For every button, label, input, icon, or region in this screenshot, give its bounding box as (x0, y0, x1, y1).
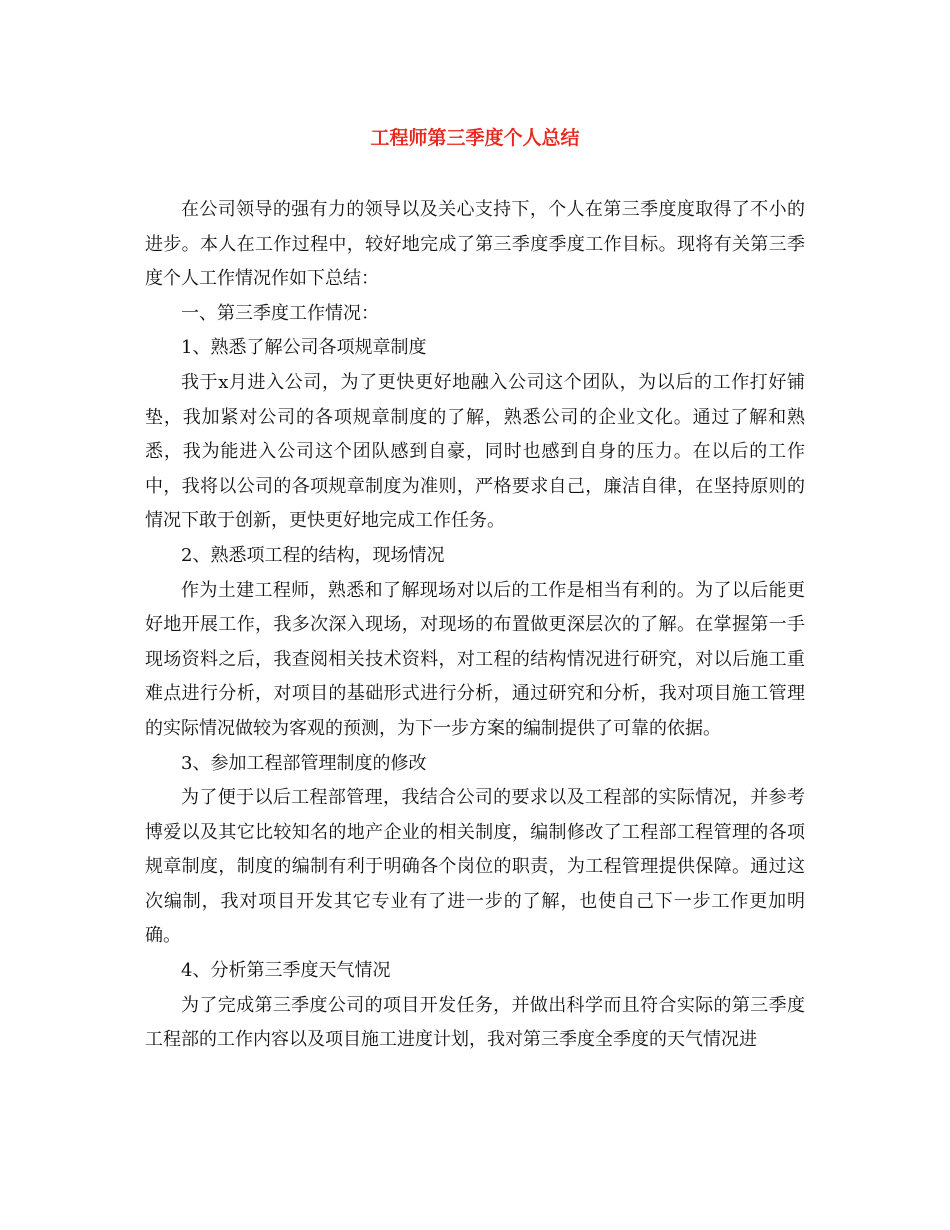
item-heading-4: 4、分析第三季度天气情况 (181, 960, 391, 982)
item-paragraph-1: 我于x月进入公司，为了更快更好地融入公司这个团队，为以后的工作打好铺垫，我加紧对公司的各项规章制度的了解，熟悉公司的企业文化。通过了解和熟悉，我为能进入公司这个团队感到自豪，同时也感到自身的压力。在以后的工作中，我将以公司的各项规章制度为准则，严格要求自己，廉洁自律，在坚持原则的情况下敢于创新，更快更好地完成工作任务。 (145, 371, 805, 532)
item-paragraph-2: 作为土建工程师，熟悉和了解现场对以后的工作是相当有利的。为了以后能更好地开展工作，我多次深入现场，对现场的布置做更深层次的了解。在掌握第一手现场资料之后，我查阅相关技术资料，对工程的结构情况进行研究，对以后施工重难点进行分析，对项目的基础形式进行分析，通过研究和分析，我对项目施工管理的实际情况做较为客观的预测，为下一步方案的编制提供了可靠的依据。 (145, 579, 805, 739)
item-heading-1: 1、熟悉了解公司各项规章制度 (181, 337, 427, 359)
document-body (145, 193, 805, 1058)
item-paragraph-3: 为了便于以后工程部管理，我结合公司的要求以及工程部的实际情况，并参考博爱以及其它比较知名的地产企业的相关制度，编制修改了工程部工程管理的各项规章制度，制度的编制有利于明确各个岗位的职责，为工程管理提供保障。通过这次编制，我对项目开发其它专业有了进一步的了解，也使自己下一步工作更加明确。 (145, 787, 805, 947)
intro-paragraph: 在公司领导的强有力的领导以及关心支持下，个人在第三季度度取得了不小的进步。本人在工作过程中，较好地完成了第三季度季度工作目标。现将有关第三季度个人工作情况作如下总结： (145, 199, 805, 290)
item-heading-3: 3、参加工程部管理制度的修改 (181, 752, 427, 774)
document-title: 工程师第三季度个人总结 (370, 127, 580, 149)
item-heading-2: 2、熟悉项工程的结构，现场情况 (181, 544, 445, 566)
section-heading-work-status: 一、第三季度工作情况： (181, 302, 379, 324)
item-paragraph-4: 为了完成第三季度公司的项目开发任务，并做出科学而且符合实际的第三季度工程部的工作内容以及项目施工进度计划，我对第三季度全季度的天气情况进 (145, 994, 805, 1051)
